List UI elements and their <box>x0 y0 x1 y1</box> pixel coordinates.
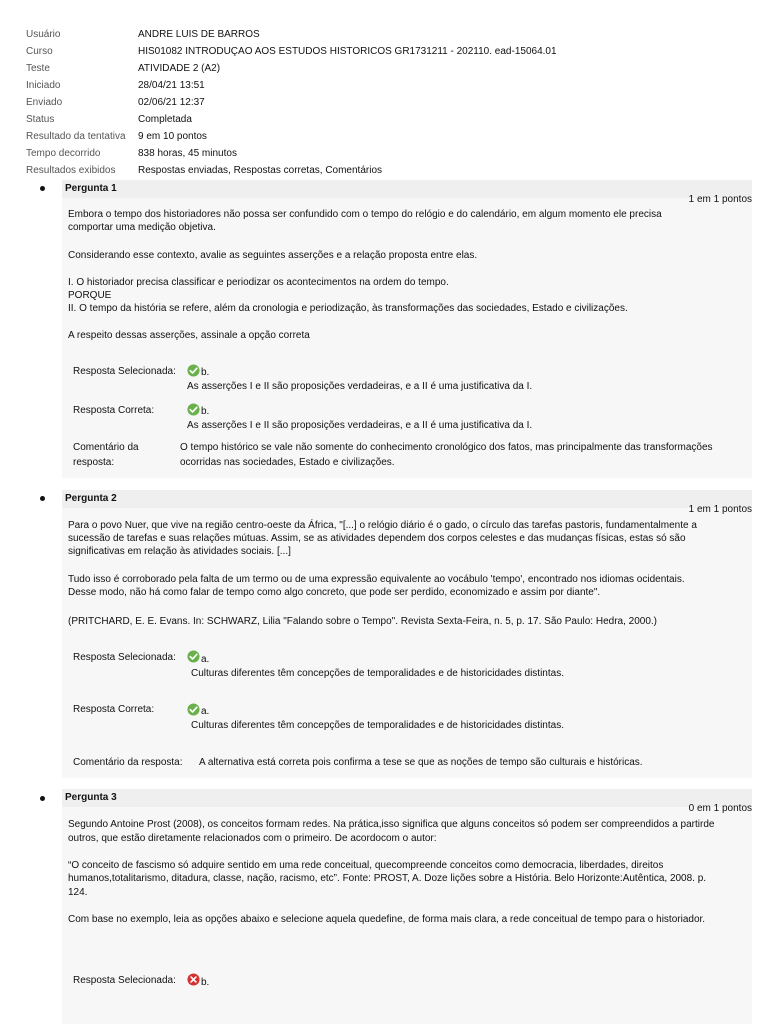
question-text: Segundo Antoine Prost (2008), os conceitos formam redes. Na prática,isso significa que alguns conceitos só podem ser compreendidos a partirde <box>68 819 715 830</box>
label-usuario: Usuário <box>26 29 61 40</box>
value-usuario: ANDRE LUIS DE BARROS <box>138 29 260 40</box>
question-text: A respeito dessas asserções, assinale a opção correta <box>68 330 310 341</box>
correct-check-icon <box>187 364 200 377</box>
value-status: Completada <box>138 114 192 125</box>
value-tempo: 838 horas, 45 minutos <box>138 148 237 159</box>
comment-label: Comentário da <box>73 442 139 453</box>
correct-answer-label: Resposta Correta: <box>73 405 155 416</box>
correct-check-icon <box>187 403 200 416</box>
question-2-title: Pergunta 2 <box>65 493 117 504</box>
label-resultado: Resultado da tentativa <box>26 131 126 142</box>
question-text: (PRITCHARD, E. E. Evans. In: SCHWARZ, Lilia "Falando sobre o Tempo". Revista Sexta-Feira, n. 5, p. 17. São Paulo: Hedra, 2000.) <box>68 616 658 627</box>
question-text: sucessão de tarefas e suas relações mútuas. Assim, se as atividades dependem dos corpos celestes e das mudanças físicas, estas só são <box>68 533 686 544</box>
selected-answer-letter: a. <box>201 654 210 665</box>
selected-answer-label: Resposta Selecionada: <box>73 652 176 663</box>
question-text: Tudo isso é corroborado pela falta de um termo ou de uma expressão equivalente ao vocábulo 'tempo', encontrado nos idiomas ocidentais. <box>68 574 685 585</box>
question-1-body <box>62 194 752 478</box>
question-text: 124. <box>68 887 88 898</box>
question-text: II. O tempo da história se refere, além da cronologia e periodização, às transformações das sociedades, Estado e civilizações. <box>68 303 628 314</box>
question-3-body <box>62 803 752 1024</box>
selected-answer-letter: b. <box>201 367 210 378</box>
comment-label: Comentário da resposta: <box>73 757 183 768</box>
comment-text: ocorridas nas sociedades, Estado e civilizações. <box>180 457 395 468</box>
question-text: I. O historiador precisa classificar e periodizar os acontecimentos na ordem do tempo. <box>68 277 449 288</box>
label-enviado: Enviado <box>26 97 63 108</box>
question-2-body <box>62 504 752 778</box>
correct-check-icon <box>187 650 200 663</box>
selected-answer-text: Culturas diferentes têm concepções de temporalidades e de historicidades distintas. <box>191 668 564 679</box>
comment-text: O tempo histórico se vale não somente do conhecimento cronológico dos fatos, mas principalmente das transformações <box>180 442 713 453</box>
label-exibidos: Resultados exibidos <box>26 165 116 176</box>
correct-answer-letter: b. <box>201 406 210 417</box>
comment-text: A alternativa está correta pois confirma a tese se que as noções de tempo são culturais e históricas. <box>199 757 643 768</box>
question-text: Com base no exemplo, leia as opções abaixo e selecione aquela quedefine, de forma mais clara, a rede conceitual de tempo para o historiador. <box>68 914 706 925</box>
value-resultado: 9 em 10 pontos <box>138 131 207 142</box>
question-text: outros, que estão diretamente relacionados com o primeiro. De acordocom o autor: <box>68 833 437 844</box>
label-iniciado: Iniciado <box>26 80 61 91</box>
selected-answer-label: Resposta Selecionada: <box>73 366 176 377</box>
value-curso: HIS01082 INTRODUÇAO AOS ESTUDOS HISTORICOS GR1731211 - 202110. ead-15064.01 <box>138 46 557 57</box>
question-text: PORQUE <box>68 290 112 301</box>
question-text: “O conceito de fascismo só adquire sentido em uma rede conceitual, quecompreende conceitos como democracia, liberdades, direitos <box>68 860 664 871</box>
label-curso: Curso <box>26 46 53 57</box>
selected-answer-text: As asserções I e II são proposições verdadeiras, e a II é uma justificativa da I. <box>187 381 533 392</box>
question-text: comportar uma medição objetiva. <box>68 222 216 233</box>
question-text: significativas em relação às atividades sociais. [...] <box>68 546 291 557</box>
question-3-points: 0 em 1 pontos <box>688 803 752 814</box>
question-bullet <box>40 186 45 191</box>
question-3-title: Pergunta 3 <box>65 792 117 803</box>
label-teste: Teste <box>26 63 50 74</box>
question-1-title: Pergunta 1 <box>65 183 117 194</box>
question-text: Para o povo Nuer, que vive na região centro-oeste da África, "[...] o relógio diário é o gado, o círculo das tarefas pastoris, fundamentalmente a <box>68 520 697 531</box>
value-exibidos: Respostas enviadas, Respostas corretas, Comentários <box>138 165 383 176</box>
question-bullet <box>40 496 45 501</box>
question-text: humanos,totalitarismo, ditadura, classe, nação, racismo, etc”. Fonte: PROST, A. Doze lições sobre a História. Belo Horizonte:Autêntica, 2008. p. <box>68 873 707 884</box>
label-tempo: Tempo decorrido <box>26 148 101 159</box>
value-enviado: 02/06/21 12:37 <box>138 97 205 108</box>
comment-label: resposta: <box>73 457 115 468</box>
selected-answer-letter: b. <box>201 977 210 988</box>
question-2-points: 1 em 1 pontos <box>688 504 752 515</box>
value-teste: ATIVIDADE 2 (A2) <box>138 63 221 74</box>
question-1-points: 1 em 1 pontos <box>688 194 752 205</box>
question-text: Desse modo, não há como falar de tempo como algo concreto, que pode ser perdido, economizado e assim por diante". <box>68 587 601 598</box>
correct-answer-letter: a. <box>201 706 210 717</box>
correct-answer-label: Resposta Correta: <box>73 704 155 715</box>
incorrect-x-icon <box>187 973 200 986</box>
selected-answer-label: Resposta Selecionada: <box>73 975 176 986</box>
correct-check-icon <box>187 703 200 716</box>
question-2-header <box>62 490 752 508</box>
question-3-header <box>62 789 752 807</box>
question-text: Embora o tempo dos historiadores não possa ser confundido com o tempo do relógio e do calendário, em algum momento ele precisa <box>68 209 662 220</box>
value-iniciado: 28/04/21 13:51 <box>138 80 205 91</box>
question-text: Considerando esse contexto, avalie as seguintes asserções e a relação proposta entre elas. <box>68 250 478 261</box>
label-status: Status <box>26 114 55 125</box>
question-bullet <box>40 796 45 801</box>
correct-answer-text: Culturas diferentes têm concepções de temporalidades e de historicidades distintas. <box>191 720 564 731</box>
correct-answer-text: As asserções I e II são proposições verdadeiras, e a II é uma justificativa da I. <box>187 420 533 431</box>
question-1-header <box>62 180 752 198</box>
